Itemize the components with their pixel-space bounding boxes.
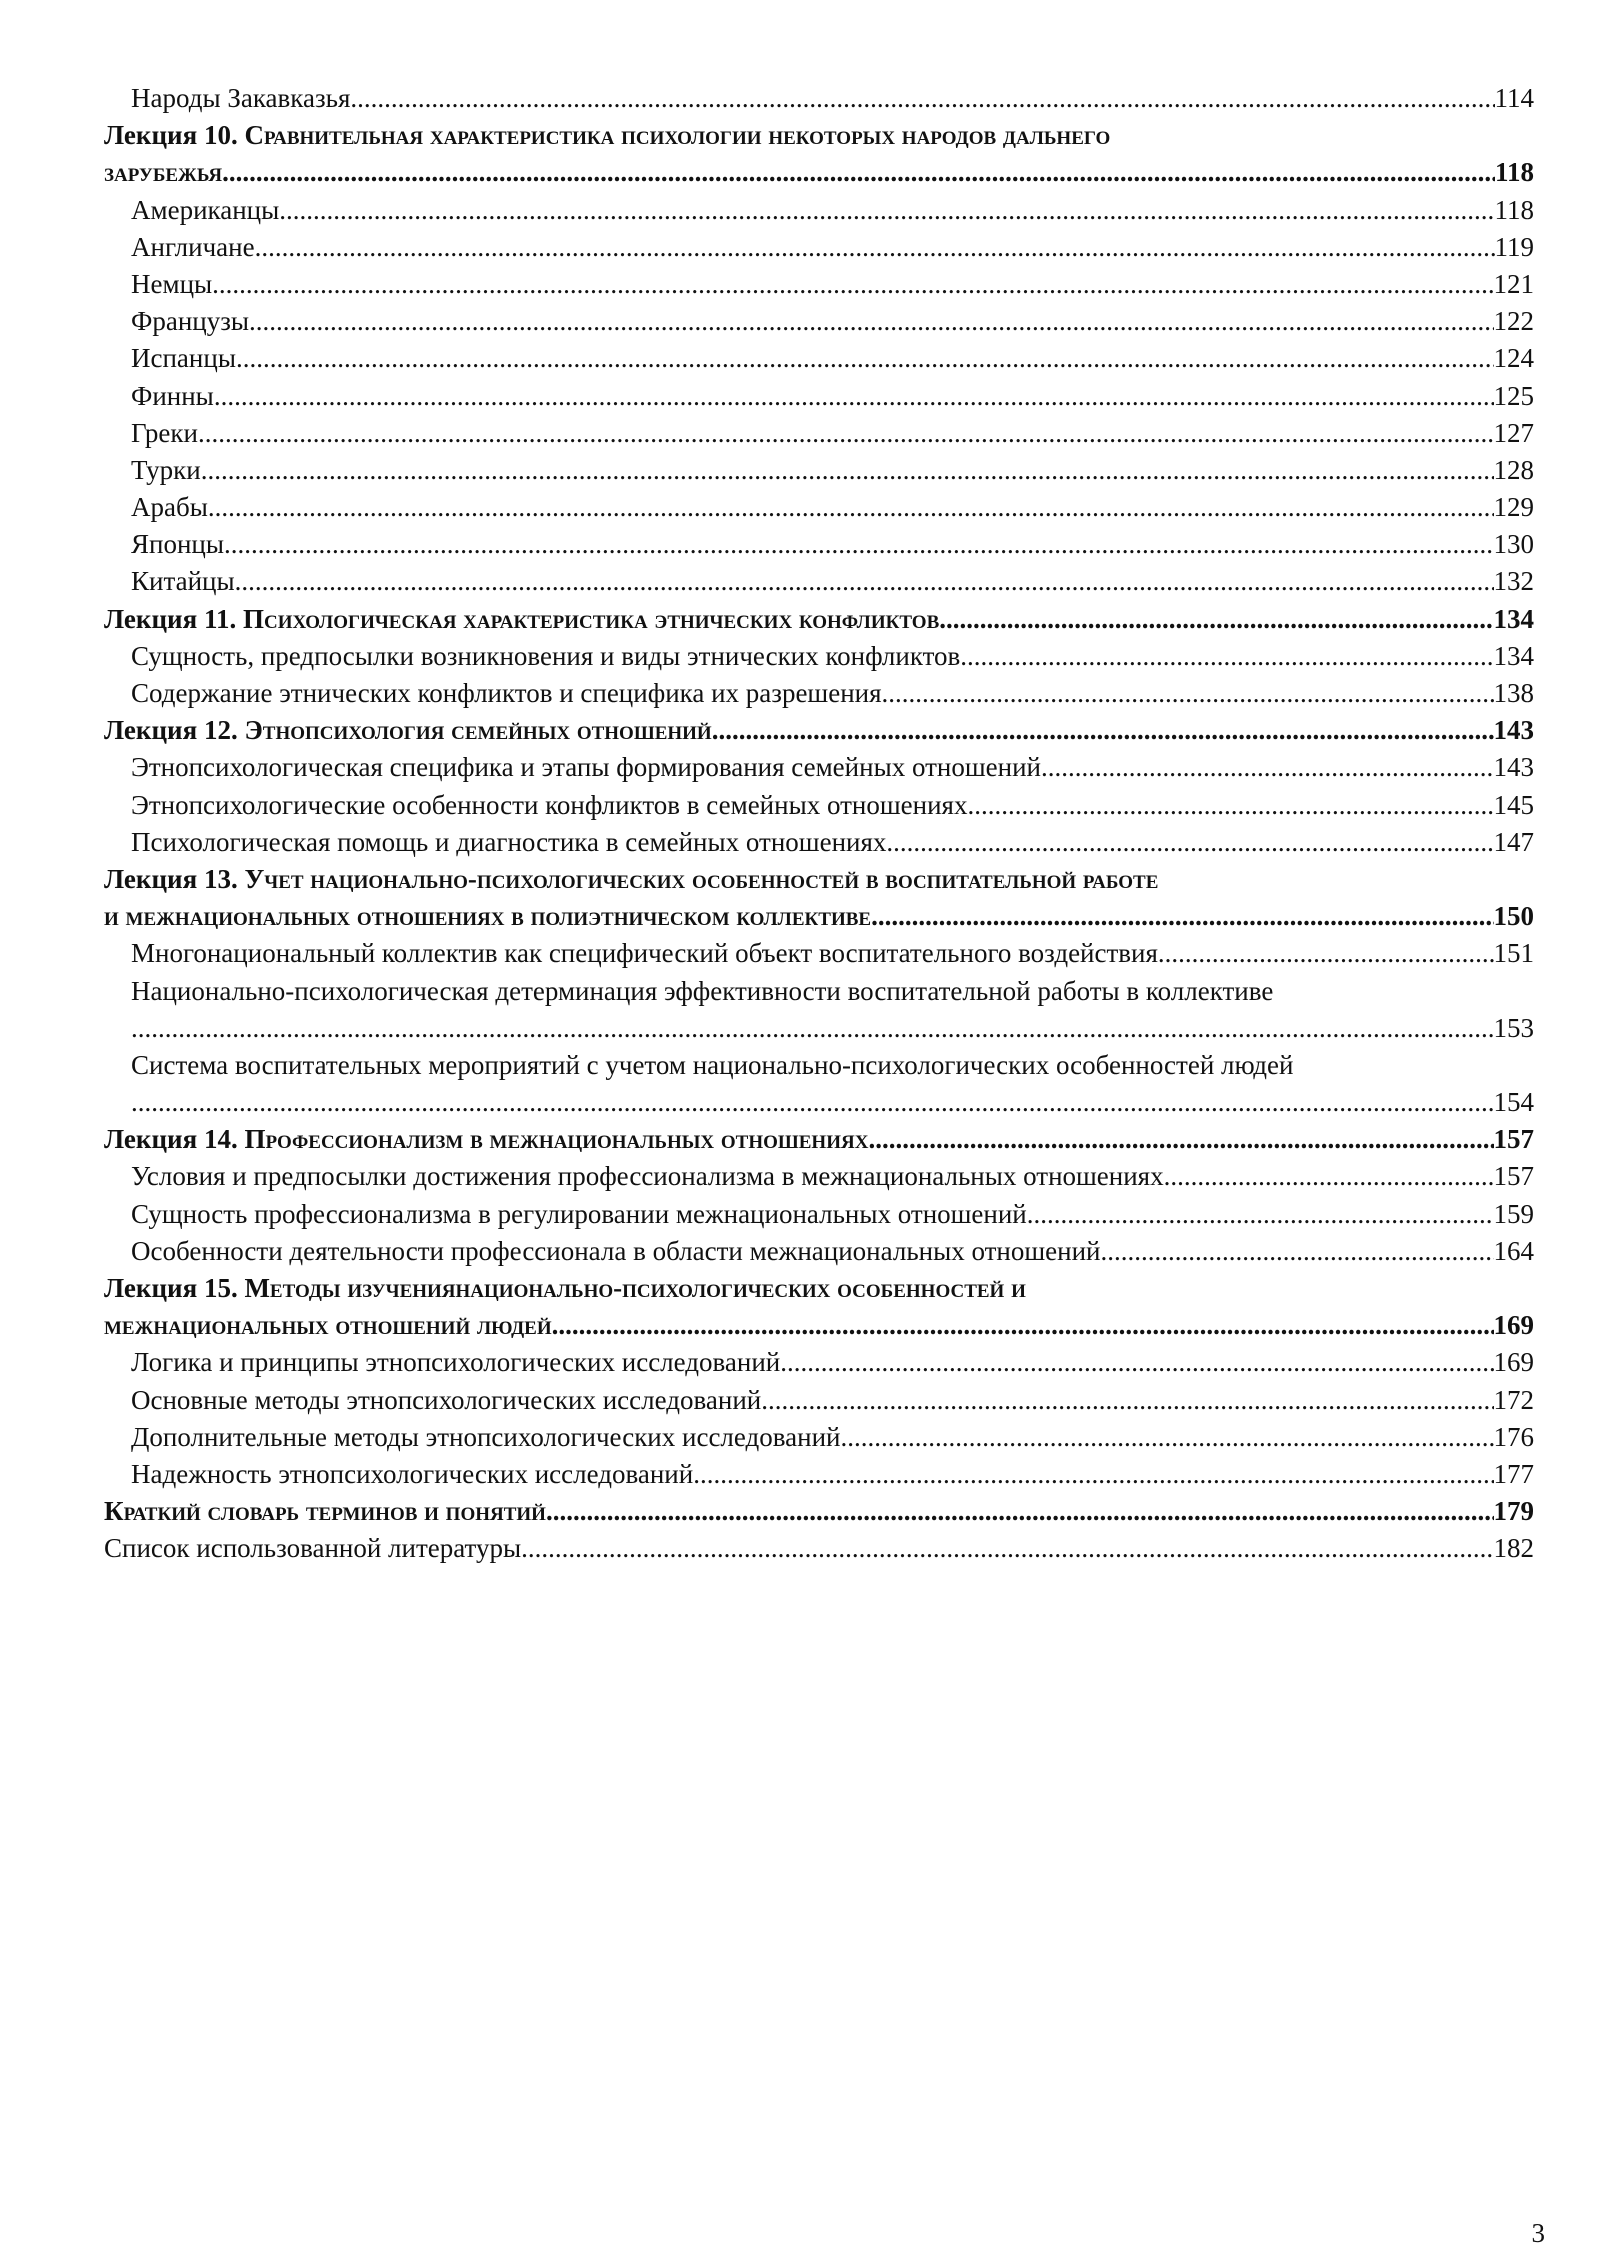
toc-chapter[interactable] [104, 1270, 1534, 1307]
leader-dots [1164, 1158, 1494, 1195]
chapter-page: 157 [1493, 1124, 1534, 1155]
toc-entry[interactable] [104, 192, 1534, 229]
toc-entry[interactable] [104, 675, 1534, 712]
leader-dots [224, 526, 1494, 563]
toc-entry-title: Логика и принципы этнопсихологических исследований [131, 1347, 781, 1378]
chapter-title: Профессионализм в межнациональных отношениях [244, 1124, 869, 1155]
toc-entry[interactable] [104, 303, 1534, 340]
leader-dots [131, 1010, 1494, 1047]
leader-dots [761, 1382, 1493, 1419]
toc-entry[interactable] [104, 1158, 1534, 1195]
leader-dots [967, 787, 1493, 824]
toc-entry[interactable] [104, 415, 1534, 452]
toc-entry-page: 121 [1493, 268, 1534, 299]
toc-entry-page: 151 [1493, 938, 1534, 969]
leader-dots [1158, 935, 1494, 972]
chapter-prefix: Лекция 11. [104, 603, 237, 634]
chapter-title: Этнопсихология семейных отношений [244, 715, 712, 746]
leader-dots [249, 303, 1493, 340]
chapter-page: 143 [1493, 715, 1534, 746]
toc-entry-page: 122 [1493, 306, 1534, 337]
chapter-page: 150 [1493, 901, 1534, 932]
toc-chapter[interactable] [104, 1493, 1534, 1530]
leader-dots [960, 638, 1493, 675]
leader-dots [255, 229, 1495, 266]
toc-entry-title: Сущность, предпосылки возникновения и виды этнических конфликтов [131, 640, 961, 671]
toc-entry-title: Дополнительные методы этнопсихологических исследований [131, 1421, 841, 1452]
toc-chapter[interactable] [104, 601, 1534, 638]
chapter-title-continued: зарубежья [104, 157, 223, 188]
leader-dots [131, 1084, 1494, 1121]
toc-entry[interactable] [104, 787, 1534, 824]
toc-entry[interactable] [104, 1233, 1534, 1270]
toc-entry-page: 153 [1493, 1012, 1534, 1043]
toc-entry[interactable] [104, 489, 1534, 526]
toc-entry-title: Список использованной литературы [104, 1533, 522, 1564]
leader-dots [871, 898, 1493, 935]
leader-dots [886, 824, 1493, 861]
toc-entry[interactable] [104, 1456, 1534, 1493]
leader-dots [546, 1493, 1494, 1530]
toc-entry-page: 159 [1493, 1198, 1534, 1229]
leader-dots [841, 1419, 1494, 1456]
chapter-prefix: Лекция 12. [104, 715, 238, 746]
toc-entry-title: Система воспитательных мероприятий с учетом национально-психологических особенностей людей [131, 1049, 1294, 1080]
chapter-page: 118 [1494, 157, 1534, 188]
toc-chapter[interactable] [104, 712, 1534, 749]
toc-entry-title: Надежность этнопсихологических исследований [131, 1458, 694, 1489]
chapter-prefix: Лекция 13. [104, 863, 238, 894]
toc-entry-continuation[interactable] [104, 1084, 1534, 1121]
toc-chapter[interactable] [104, 117, 1534, 154]
toc-entry[interactable] [104, 452, 1534, 489]
leader-dots [1027, 1196, 1494, 1233]
toc-entry-title: Психологическая помощь и диагностика в семейных отношениях [131, 826, 887, 857]
toc-chapter[interactable] [104, 1121, 1534, 1158]
toc-entry[interactable] [104, 935, 1534, 972]
toc-entry-page: 119 [1494, 231, 1534, 262]
toc-entry-page: 124 [1493, 343, 1534, 374]
toc-entry-title: Греки [131, 417, 198, 448]
toc-entry-page: 147 [1493, 826, 1534, 857]
toc-entry-page: 154 [1493, 1087, 1534, 1118]
leader-dots [212, 266, 1493, 303]
toc-entry-page: 143 [1493, 752, 1534, 783]
toc-entry-title: Национально-психологическая детерминация эффективности воспитательной работы в коллективе [131, 975, 1274, 1006]
leader-dots [350, 80, 1494, 117]
toc-entry-title: Этнопсихологические особенности конфликтов в семейных отношениях [131, 789, 968, 820]
leader-dots [939, 601, 1493, 638]
leader-dots [521, 1530, 1493, 1567]
leader-dots [236, 340, 1494, 377]
toc-entry[interactable] [104, 266, 1534, 303]
toc-entry[interactable] [104, 973, 1534, 1010]
leader-dots [712, 712, 1494, 749]
chapter-title: Сравнительная характеристика психологии некоторых народов дальнего [244, 120, 1111, 151]
toc-entry-page: 182 [1493, 1533, 1534, 1564]
toc-entry-page: 138 [1493, 678, 1534, 708]
toc-entry[interactable] [104, 378, 1534, 415]
toc-entry[interactable] [104, 1196, 1534, 1233]
toc-entry[interactable] [104, 340, 1534, 377]
toc-entry-title: Содержание этнических конфликтов и специфика их разрешения [131, 678, 882, 708]
toc-entry-title: Японцы [131, 529, 224, 560]
leader-dots [1041, 749, 1494, 786]
toc-entry[interactable] [104, 1530, 1534, 1567]
chapter-prefix: Лекция 15. [104, 1273, 238, 1303]
chapter-title: Краткий словарь терминов и понятий [104, 1496, 546, 1527]
leader-dots [201, 452, 1494, 489]
toc-entry[interactable] [104, 526, 1534, 563]
toc-chapter-continuation[interactable] [104, 154, 1534, 191]
table-of-contents [104, 80, 1534, 1568]
toc-entry[interactable] [104, 229, 1534, 266]
toc-entry-page: 177 [1493, 1458, 1534, 1489]
toc-entry-page: 169 [1493, 1347, 1534, 1378]
toc-entry-title: Финны [131, 380, 214, 411]
chapter-title: Психологическая характеристика этнических конфликтов [242, 603, 940, 634]
toc-entry-page: 164 [1493, 1235, 1534, 1266]
toc-entry-page: 145 [1493, 789, 1534, 820]
toc-entry-page: 118 [1494, 194, 1534, 225]
chapter-page: 134 [1493, 603, 1534, 634]
toc-entry-title: Особенности деятельности профессионала в области межнациональных отношений [131, 1235, 1101, 1266]
toc-entry-title: Турки [131, 454, 201, 485]
toc-entry-title: Англичане [131, 231, 255, 262]
leader-dots [1100, 1233, 1493, 1270]
chapter-title: Методы изучениянационально-психологических особенностей и [244, 1273, 1026, 1303]
toc-entry-page: 130 [1493, 529, 1534, 560]
toc-entry-title: Условия и предпосылки достижения профессионализма в межнациональных отношениях [131, 1161, 1164, 1192]
toc-entry-page: 176 [1493, 1421, 1534, 1452]
toc-entry-page: 172 [1493, 1384, 1534, 1415]
toc-entry-page: 132 [1493, 566, 1534, 597]
toc-entry[interactable] [104, 1419, 1534, 1456]
leader-dots [552, 1307, 1494, 1344]
leader-dots [780, 1344, 1493, 1381]
toc-entry-title: Многонациональный коллектив как специфический объект воспитательного воздействия [131, 938, 1158, 969]
leader-dots [882, 675, 1494, 712]
toc-entry-page: 114 [1494, 83, 1534, 113]
chapter-page: 169 [1493, 1310, 1534, 1341]
page-number: 3 [1531, 2218, 1545, 2248]
leader-dots [222, 154, 1495, 191]
toc-entry-page: 127 [1493, 417, 1534, 448]
toc-entry-page: 129 [1493, 492, 1534, 523]
toc-chapter-continuation[interactable] [104, 898, 1534, 935]
toc-entry-page: 134 [1493, 640, 1534, 671]
toc-entry[interactable] [104, 80, 1534, 117]
leader-dots [198, 415, 1494, 452]
toc-entry-title: Народы Закавказья [131, 83, 351, 113]
toc-entry[interactable] [104, 749, 1534, 786]
chapter-prefix: Лекция 10. [104, 120, 238, 151]
chapter-title-continued: межнациональных отношений людей [104, 1310, 552, 1341]
chapter-prefix: Лекция 14. [104, 1124, 238, 1155]
leader-dots [208, 489, 1494, 526]
toc-entry[interactable] [104, 1382, 1534, 1419]
leader-dots [693, 1456, 1493, 1493]
toc-chapter-continuation[interactable] [104, 1307, 1534, 1344]
toc-entry[interactable] [104, 638, 1534, 675]
toc-entry-title: Китайцы [131, 566, 235, 597]
chapter-page: 179 [1493, 1496, 1534, 1527]
leader-dots [214, 378, 1494, 415]
toc-entry-continuation[interactable] [104, 1010, 1534, 1047]
toc-entry-title: Арабы [131, 492, 208, 523]
toc-entry-title: Американцы [131, 194, 280, 225]
toc-entry-title: Немцы [131, 268, 213, 299]
toc-entry[interactable] [104, 1047, 1534, 1084]
toc-entry-page: 128 [1493, 454, 1534, 485]
chapter-title: Учет национально-психологических особенностей в воспитательной работе [244, 863, 1159, 894]
leader-dots [279, 192, 1494, 229]
toc-entry[interactable] [104, 563, 1534, 600]
toc-entry-title: Основные методы этнопсихологических исследований [131, 1384, 762, 1415]
toc-entry[interactable] [104, 824, 1534, 861]
leader-dots [868, 1121, 1493, 1158]
toc-entry-page: 125 [1493, 380, 1534, 411]
toc-entry[interactable] [104, 1344, 1534, 1381]
toc-entry-page: 157 [1493, 1161, 1534, 1192]
toc-entry-title: Этнопсихологическая специфика и этапы формирования семейных отношений [131, 752, 1041, 783]
leader-dots [235, 563, 1494, 600]
toc-entry-title: Испанцы [131, 343, 236, 374]
toc-entry-title: Сущность профессионализма в регулировании межнациональных отношений [131, 1198, 1027, 1229]
toc-entry-title: Французы [131, 306, 250, 337]
chapter-title-continued: и межнациональных отношениях в полиэтническом коллективе [104, 901, 872, 932]
toc-chapter[interactable] [104, 861, 1534, 898]
